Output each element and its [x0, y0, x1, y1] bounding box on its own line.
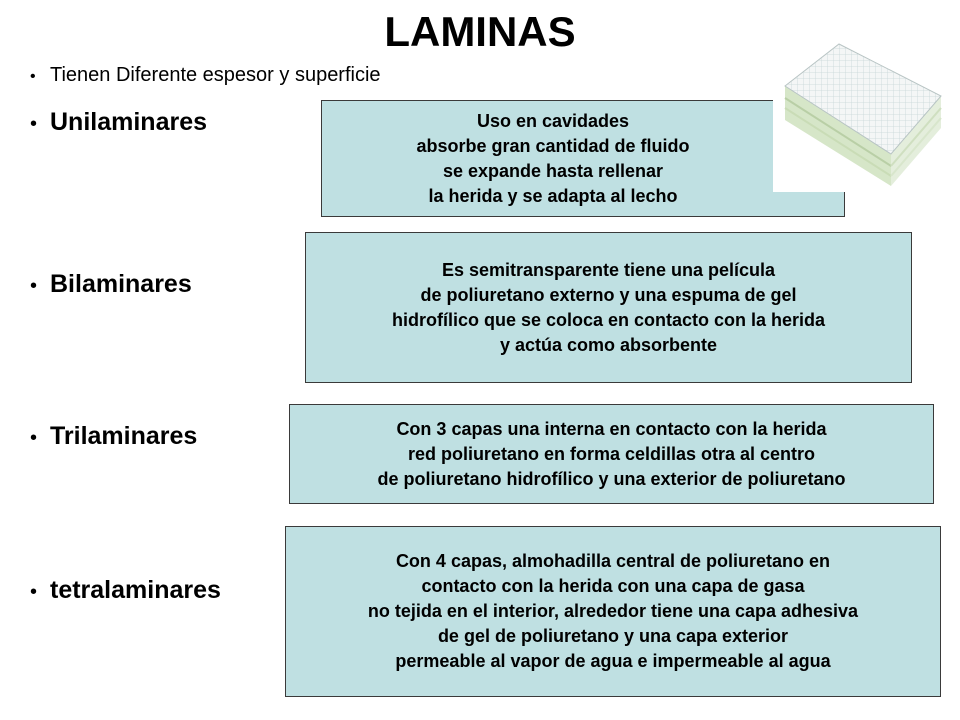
description-line: la herida y se adapta al lecho — [428, 185, 678, 206]
description-box-trilaminares — [289, 404, 934, 504]
description-line: hidrofílico que se coloca en contacto con la herida — [391, 309, 826, 330]
slide-title: LAMINAS — [384, 8, 576, 55]
type-name: tetralaminares — [50, 576, 221, 604]
description-box-tetralaminares — [285, 526, 941, 697]
intro-text: Tienen Diferente espesor y superficie — [50, 64, 381, 86]
bullet-icon: • — [30, 427, 38, 449]
intro-bullet — [30, 64, 381, 87]
description-box-unilaminares — [321, 100, 845, 217]
description-line: Con 3 capas una interna en contacto con la herida — [396, 418, 827, 439]
description-line: se expande hasta rellenar — [442, 160, 664, 181]
description-line: Con 4 capas, almohadilla central de poliuretano en — [395, 551, 831, 571]
bullet-icon: • — [30, 275, 38, 297]
bullet-icon: • — [30, 68, 36, 85]
description-line: de gel de poliuretano y una capa exterior — [437, 626, 789, 646]
description-line: de poliuretano externo y una espuma de gel — [420, 284, 797, 305]
foam-dressing-pad-icon — [773, 36, 943, 192]
bullet-icon: • — [30, 581, 38, 603]
bullet-icon: • — [30, 113, 38, 135]
type-name: Trilaminares — [50, 422, 198, 450]
description-line: de poliuretano hidrofílico y una exterior de poliuretano — [377, 468, 846, 489]
foam-dressing-pad-image — [773, 36, 943, 192]
description-line: y actúa como absorbente — [499, 334, 718, 355]
description-line: absorbe gran cantidad de fluido — [416, 135, 690, 156]
description-line: Es semitransparente tiene una película — [441, 259, 776, 280]
description-line: Uso en cavidades — [476, 110, 630, 131]
description-line: red poliuretano en forma celdillas otra al centro — [407, 443, 816, 464]
description-line: contacto con la herida con una capa de gasa — [421, 576, 805, 596]
type-bullet-trilaminares — [30, 422, 197, 451]
type-name: Unilaminares — [50, 108, 208, 136]
type-bullet-bilaminares — [30, 270, 192, 299]
type-bullet-tetralaminares — [30, 576, 221, 605]
type-name: Bilaminares — [50, 270, 192, 298]
description-box-bilaminares — [305, 232, 912, 383]
description-line: permeable al vapor de agua e impermeable al agua — [395, 651, 831, 671]
description-line: no tejida en el interior, alrededor tiene una capa adhesiva — [367, 601, 859, 621]
type-bullet-unilaminares — [30, 108, 207, 137]
